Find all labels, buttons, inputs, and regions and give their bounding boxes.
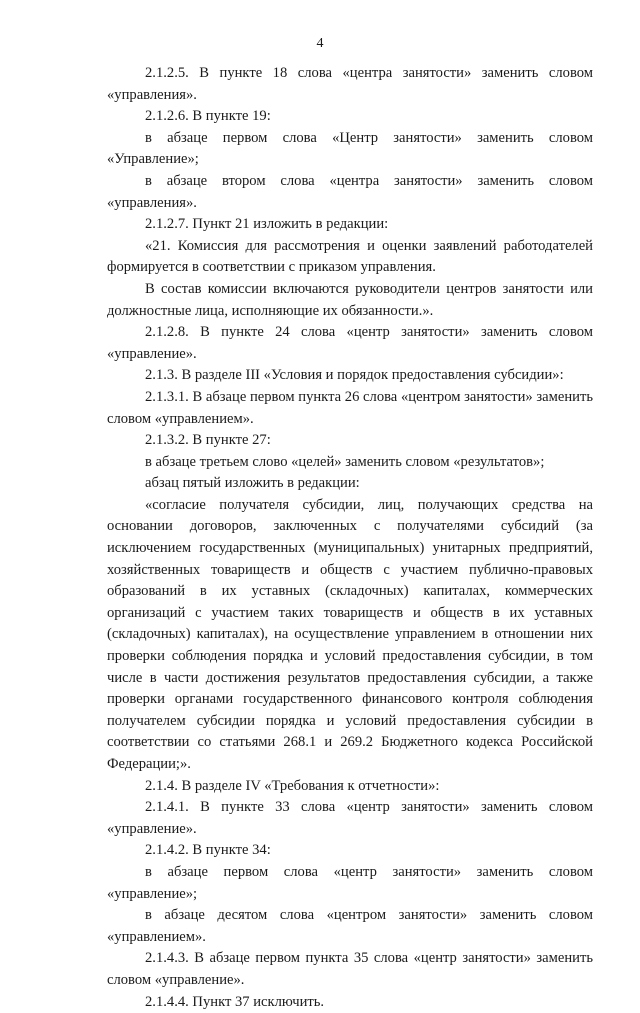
paragraph-2-1-3-2: 2.1.3.2. В пункте 27:	[145, 432, 271, 449]
paragraph-item-34-first: в абзаце первом слова «центр занятости» заменить словом «управление»;	[107, 863, 593, 902]
paragraph-2-1-3: 2.1.3. В разделе III «Условия и порядок предоставления субсидии»:	[145, 367, 564, 384]
paragraph-commission-composition: В состав комиссии включаются руководители центров занятости или должностные лица, исполняющие их обязанности.».	[107, 280, 593, 319]
paragraph-2-1-4: 2.1.4. В разделе IV «Требования к отчетности»:	[145, 777, 440, 794]
paragraph-item-27-third: в абзаце третьем слово «целей» заменить словом «результатов»;	[145, 453, 545, 470]
paragraph-item-34-tenth: в абзаце десятом слова «центром занятости» заменить словом «управлением».	[107, 907, 593, 945]
paragraph-2-1-4-4: 2.1.4.4. Пункт 37 исключить.	[145, 993, 325, 1010]
paragraph-2-1-2-7: 2.1.2.7. Пункт 21 изложить в редакции:	[145, 216, 389, 233]
paragraph-item-19-second: в абзаце втором слова «центра занятости» заменить словом «управления».	[107, 172, 593, 211]
paragraph-item-19-first: в абзаце первом слова «Центр занятости» заменить словом «Управление»;	[107, 129, 593, 168]
paragraph-2-1-4-2: 2.1.4.2. В пункте 34:	[145, 842, 271, 859]
paragraph-2-1-4-3: 2.1.4.3. В абзаце первом пункта 35 слова «центр занятости» заменить словом «управление».	[107, 950, 593, 988]
paragraph-consent-text: «согласие получателя субсидии, лиц, получающих средства на основании договоров, заключенных с получателями субсидий (за исключением государственных (муниципальных) унитарных предприятий, хозяйственных товариществ и обществ с участием публично-правовых образований в их уставных (складочных) капиталах, коммерческих организаций с участием таких товариществ и обществ в их уставных (складочных) капиталах), на осуществление управлением в отношении них проверки соблюдения порядка и условий предоставления субсидии, в том числе в части достижения результатов предоставления субсидии, а также проверки органами государственного финансового контроля соблюдения получателем субсидии порядка и условий предоставления субсидии в соответствии со статьями 268.1 и 269.2 Бюджетного кодекса Российской Федерации;».	[107, 496, 593, 772]
paragraph-2-1-2-8: 2.1.2.8. В пункте 24 слова «центр занятости» заменить словом «управление».	[107, 324, 593, 362]
paragraph-2-1-2-5: 2.1.2.5. В пункте 18 слова «центра занятости» заменить словом «управления».	[107, 65, 593, 103]
paragraph-item-27-fifth: абзац пятый изложить в редакции:	[145, 475, 360, 492]
paragraph-2-1-4-1: 2.1.4.1. В пункте 33 слова «центр занятости» заменить словом «управление».	[107, 799, 593, 837]
page-number: 4	[316, 36, 324, 51]
document-body	[107, 63, 593, 1013]
paragraph-item-21-text: «21. Комиссия для рассмотрения и оценки заявлений работодателей формируется в соответствии с приказом управления.	[107, 237, 593, 276]
paragraph-2-1-3-1: 2.1.3.1. В абзаце первом пункта 26 слова «центром занятости» заменить словом «управлением».	[107, 388, 593, 427]
paragraph-2-1-2-6: 2.1.2.6. В пункте 19:	[145, 108, 271, 125]
